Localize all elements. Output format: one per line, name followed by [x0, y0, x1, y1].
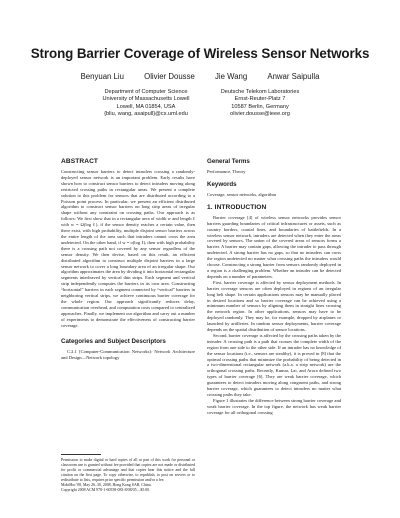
author-name: Olivier Dousse — [144, 72, 195, 81]
affiliation-line: Lowell, MA 01854, USA — [116, 103, 176, 110]
general-terms-text: Performance, Theory — [207, 169, 246, 174]
affiliation-email: olivier.dousse@ieee.org — [230, 111, 290, 118]
intro-paragraph: Second, barrier coverage is affected by the crossing paths taken by the intruder. A crossing path is a path that crosses the complete width of the region from one side to the other side. If an intruder has no knowledge of the sensor locations (i.e., sensors are stealthy), it is proved in [8] that the optimal crossing paths that minimize the probability of being detected in a two-dimensional rectangular network (a.k.a. a strip network) are the orthogonal crossing paths. Recently, Kumar, Lai, and Arora defined two types of barrier coverage [6]. They are weak barrier coverage, which guarantees to detect intruders moving along congruent paths, and strong barrier coverage, which guarantees to detect intruders no matter what crossing paths they take. — [207, 332, 341, 397]
affiliation-line: Deutsche Telekom Laboratories — [220, 89, 300, 95]
venue-line: MobiHoc’08, May 26–30, 2008, Hong Kong SAR, China. — [61, 483, 152, 487]
author-name: Jie Wang — [215, 72, 248, 81]
abstract-text: Constructing sensor barriers to detect intruders crossing a randomly-deployed sensor network is an important problem. Early results have shown how to construct sensor barriers to detect intruders moving along restricted crossing paths in rectangular areas. We present a complete solution to this problem for sensors that are distributed according to a Poisson point process. In particular, we present an efficient distributed algorithm to construct sensor barriers on long strip areas of irregular shape without any constraint on crossing paths. Our approach is as follows: We first show that in a rectangular area of width w and length ℓ with w = Ω(log ℓ), if the sensor density reaches a certain value, then there exist, with high probability, multiple disjoint sensor barriers across the entire length of the area such that intruders cannot cross the area undetected. On the other hand, if w = o(log ℓ), then with high probability there is a crossing path not covered by any sensor regardless of the sensor density. We then devise, based on this result, an efficient distributed algorithm to construct multiple disjoint barriers in a large sensor network to cover a long boundary area of an irregular shape. Our algorithm approximates the area by dividing it into horizontal rectangular segments interleaved by vertical thin strips. Each segment and vertical strip independently computes the barriers in its own area. Constructing “horizontal” barriers in each segment connected by “vertical” barriers in neighboring vertical strips, we achieve continuous barrier coverage for the whole region. Our approach significantly reduces delay, communication overhead, and computation costs compared to centralized approaches. Finally, we implement our algorithm and carry out a number of experiments to demonstrate the effectiveness of constructing barrier coverage. — [61, 169, 195, 328]
author-name: Anwar Saipulla — [267, 72, 320, 81]
keywords-heading: Keywords — [207, 180, 237, 188]
affiliation-line: University of Massachusetts Lowell — [102, 96, 190, 103]
copyright-line: Copyright 2008 ACM 978-1-60558-083-8/08/05 ...$5.00. — [61, 488, 151, 492]
copyright-footnote — [61, 454, 195, 493]
keywords-text: Coverage, sensor networks, algorithm — [207, 191, 277, 197]
left-column — [61, 158, 195, 361]
general-terms-heading: General Terms — [207, 158, 250, 165]
intro-paragraph: Figure 1 illustrates the difference between strong barrier coverage and weak barrier coverage. In the top figure, the network has weak barrier coverage for all orthogonal crossing — [207, 397, 341, 415]
intro-paragraph: Barrier coverage [4] of wireless sensor networks provides sensor barriers guarding boundaries of critical infrastructures or assets, such as country borders, coastal lines, and boundaries of battlefields. In a wireless sensor network, intruders are detected when they enter the areas covered by sensors. The union of the covered areas of sensors forms a barrier. A barrier may contain gaps, allowing the intruder to pass through undetected. A strong barrier has no gaps, so that no intruders can cross the region undetected no matter what crossing paths the intruders would choose. Constructing a strong barrier from sensors randomly deployed in a region is a challenging problem. Whether an intruder can be detected depends on a number of parameters. — [207, 214, 341, 279]
categories-heading: Categories and Subject Descriptors — [61, 338, 166, 346]
affiliation-email: {bliu, wang, asaipull}@cs.uml.edu — [104, 111, 188, 118]
affiliation-telekom — [206, 89, 314, 119]
right-column — [207, 158, 341, 416]
intro-paragraph: First, barrier coverage is affected by sensor deployment methods. In barrier coverage sensors are often deployed in regions of an irregular long belt shape. In certain applications sensors may be manually placed in desired locations and so barrier coverage can be achieved using a minimum number of sensors by aligning them in straight lines crossing the network region. In other applications, sensors may have to be deployed randomly. They may be, for example, dropped by airplanes or launched by artilleries. In random sensor deployments, barrier coverage depends on the spatial distribution of sensor locations. — [207, 279, 341, 333]
categories-text: C.2.1 [Computer-Communication Networks]: Network Architecture and Design—Network topology — [61, 349, 195, 361]
affiliation-line: Ernst-Reuter-Platz 7 — [234, 96, 286, 103]
affiliation-umass — [86, 89, 206, 119]
affiliation-line: 10587 Berlin, Germany — [231, 103, 289, 110]
abstract-heading: ABSTRACT — [61, 158, 99, 165]
introduction-heading: 1. INTRODUCTION — [207, 203, 267, 211]
author-list — [0, 72, 400, 81]
footnote-rule — [61, 454, 101, 455]
author-name: Benyuan Liu — [80, 72, 124, 81]
affiliation-line: Department of Computer Science — [104, 89, 188, 95]
paper-title: Strong Barrier Coverage of Wireless Sensor Networks — [30, 46, 370, 61]
permission-notice: Permission to make digital or hard copies of all or part of this work for personal or classroom use is granted without fee provided that copies are not made or distributed for profit or commercial advantage and that copies bear this notice and the full citation on the first page. To copy otherwise, to republish, to post on servers or to redistribute to lists, requires prior specific permission and/or a fee. — [61, 458, 195, 482]
